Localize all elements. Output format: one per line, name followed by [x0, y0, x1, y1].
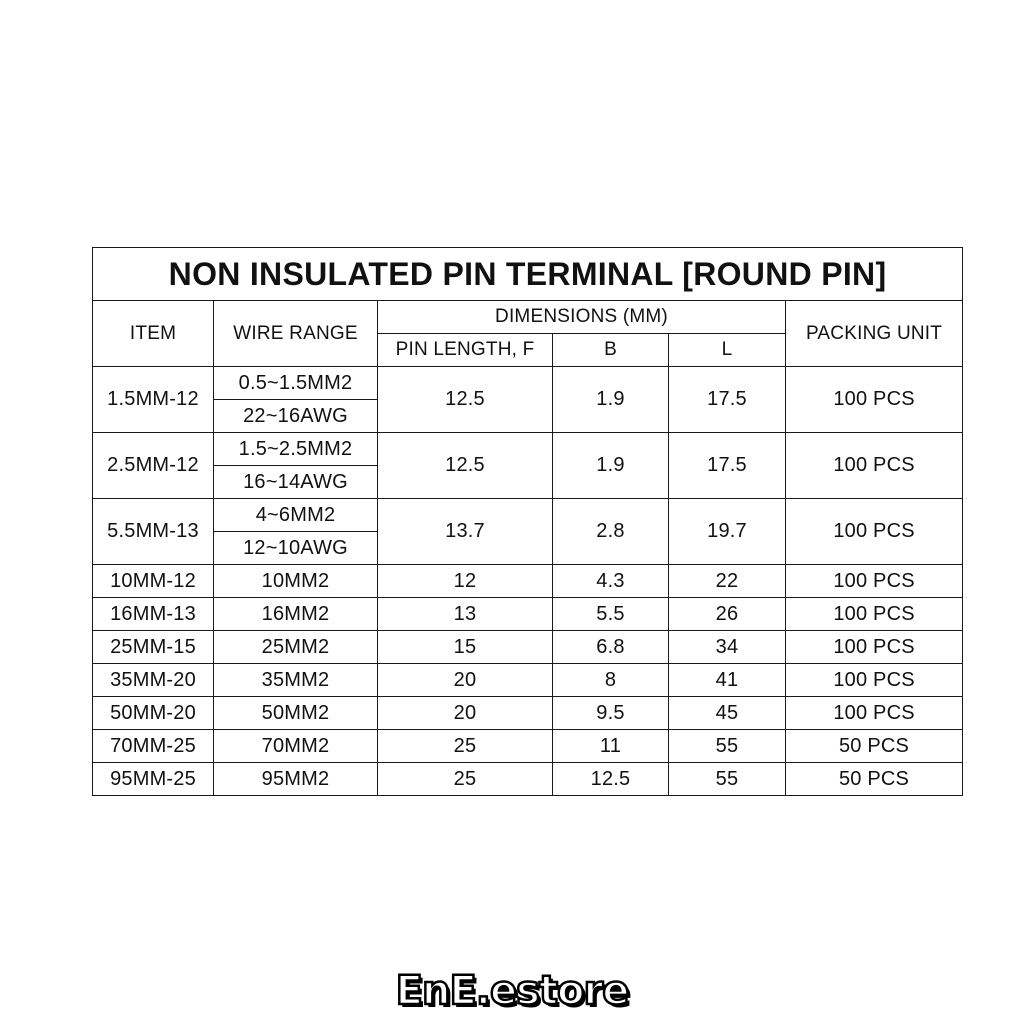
packing-cell: 100 PCS — [786, 565, 963, 598]
b-cell: 8 — [553, 664, 669, 697]
packing-cell: 100 PCS — [786, 598, 963, 631]
wire-mm-cell: 95MM2 — [214, 763, 378, 796]
b-cell: 4.3 — [553, 565, 669, 598]
b-cell: 11 — [553, 730, 669, 763]
wire-awg-cell: 22~16AWG — [214, 400, 378, 433]
header-b: B — [553, 334, 669, 367]
header-pin-length: PIN LENGTH, F — [378, 334, 553, 367]
wire-mm-cell: 1.5~2.5MM2 — [214, 433, 378, 466]
l-cell: 45 — [669, 697, 786, 730]
b-cell: 1.9 — [553, 433, 669, 499]
item-cell: 2.5MM-12 — [93, 433, 214, 499]
table-row — [93, 598, 963, 631]
table-row — [93, 730, 963, 763]
item-cell: 70MM-25 — [93, 730, 214, 763]
header-l: L — [669, 334, 786, 367]
item-cell: 5.5MM-13 — [93, 499, 214, 565]
packing-cell: 100 PCS — [786, 367, 963, 433]
table-row — [93, 499, 963, 532]
wire-mm-cell: 10MM2 — [214, 565, 378, 598]
b-cell: 2.8 — [553, 499, 669, 565]
packing-cell: 100 PCS — [786, 697, 963, 730]
packing-cell: 100 PCS — [786, 631, 963, 664]
wire-mm-cell: 16MM2 — [214, 598, 378, 631]
wire-awg-cell: 16~14AWG — [214, 466, 378, 499]
pin-length-cell: 25 — [378, 763, 553, 796]
item-cell: 50MM-20 — [93, 697, 214, 730]
item-cell: 10MM-12 — [93, 565, 214, 598]
spec-table — [92, 247, 963, 796]
table-row — [93, 367, 963, 400]
l-cell: 41 — [669, 664, 786, 697]
packing-cell: 100 PCS — [786, 499, 963, 565]
b-cell: 12.5 — [553, 763, 669, 796]
l-cell: 17.5 — [669, 367, 786, 433]
header-wire-range: WIRE RANGE — [214, 301, 378, 367]
pin-length-cell: 12 — [378, 565, 553, 598]
table-row — [93, 631, 963, 664]
item-cell: 16MM-13 — [93, 598, 214, 631]
packing-cell: 50 PCS — [786, 730, 963, 763]
wire-mm-cell: 4~6MM2 — [214, 499, 378, 532]
wire-mm-cell: 70MM2 — [214, 730, 378, 763]
table-title: NON INSULATED PIN TERMINAL [ROUND PIN] — [93, 248, 963, 301]
header-packing-unit: PACKING UNIT — [786, 301, 963, 367]
table-row — [93, 664, 963, 697]
packing-cell: 50 PCS — [786, 763, 963, 796]
wire-awg-cell: 12~10AWG — [214, 532, 378, 565]
packing-cell: 100 PCS — [786, 664, 963, 697]
wire-mm-cell: 0.5~1.5MM2 — [214, 367, 378, 400]
packing-cell: 100 PCS — [786, 433, 963, 499]
pin-length-cell: 25 — [378, 730, 553, 763]
b-cell: 1.9 — [553, 367, 669, 433]
pin-length-cell: 13.7 — [378, 499, 553, 565]
pin-length-cell: 15 — [378, 631, 553, 664]
item-cell: 25MM-15 — [93, 631, 214, 664]
pin-length-cell: 20 — [378, 664, 553, 697]
pin-length-cell: 20 — [378, 697, 553, 730]
table-body — [93, 367, 963, 796]
pin-length-cell: 13 — [378, 598, 553, 631]
table-row — [93, 565, 963, 598]
table-row — [93, 763, 963, 796]
b-cell: 5.5 — [553, 598, 669, 631]
wire-mm-cell: 50MM2 — [214, 697, 378, 730]
l-cell: 19.7 — [669, 499, 786, 565]
table-row — [93, 433, 963, 466]
b-cell: 9.5 — [553, 697, 669, 730]
store-watermark: EnE.estore — [395, 968, 629, 1014]
wire-mm-cell: 25MM2 — [214, 631, 378, 664]
l-cell: 55 — [669, 763, 786, 796]
b-cell: 6.8 — [553, 631, 669, 664]
pin-length-cell: 12.5 — [378, 433, 553, 499]
table-row — [93, 697, 963, 730]
wire-mm-cell: 35MM2 — [214, 664, 378, 697]
l-cell: 22 — [669, 565, 786, 598]
item-cell: 1.5MM-12 — [93, 367, 214, 433]
pin-length-cell: 12.5 — [378, 367, 553, 433]
header-dimensions: DIMENSIONS (MM) — [378, 301, 786, 334]
l-cell: 17.5 — [669, 433, 786, 499]
l-cell: 34 — [669, 631, 786, 664]
item-cell: 35MM-20 — [93, 664, 214, 697]
header-item: ITEM — [93, 301, 214, 367]
l-cell: 55 — [669, 730, 786, 763]
l-cell: 26 — [669, 598, 786, 631]
item-cell: 95MM-25 — [93, 763, 214, 796]
